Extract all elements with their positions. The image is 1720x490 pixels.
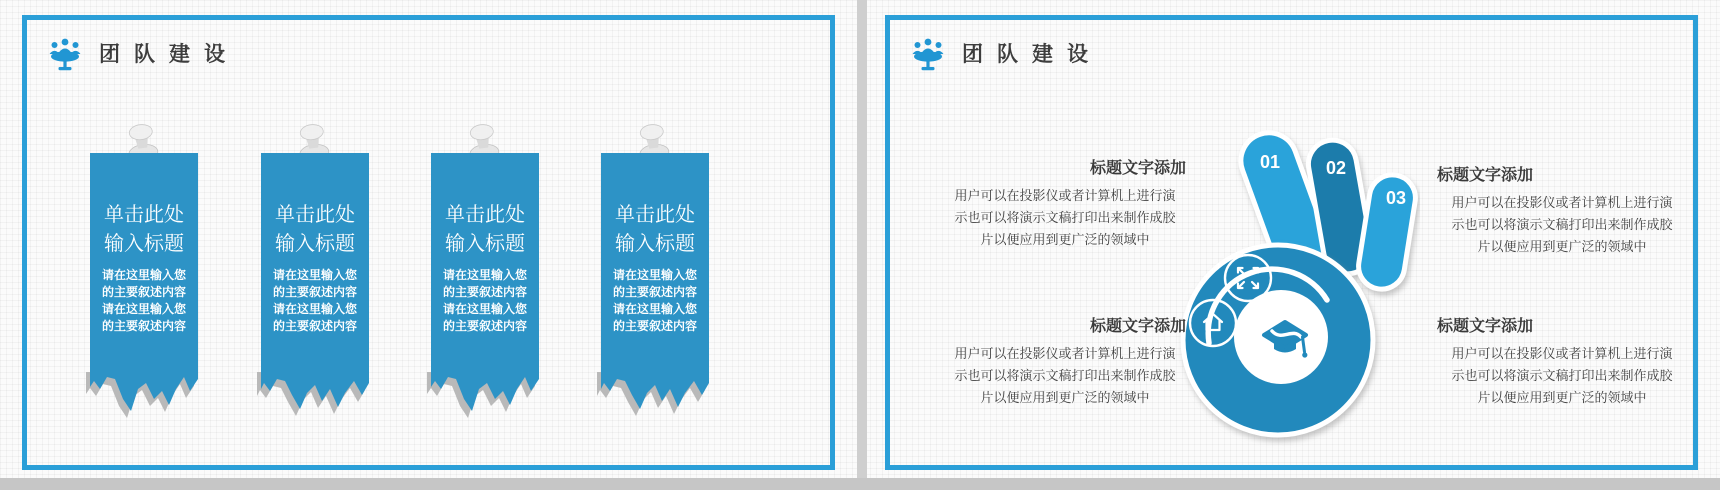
- card-title: 单击此处 输入标题: [104, 204, 184, 255]
- note-card-body: [90, 153, 198, 365]
- card-title: 单击此处 输入标题: [615, 204, 695, 255]
- torn-paper-edge: [595, 365, 715, 423]
- card-text: 请在这里输入您 的主要叙述内容 请在这里输入您 的主要叙述内容: [272, 268, 357, 333]
- text-block-bottom-right: 标题文字添加 用户可以在投影仪或者计算机上进行演 示也可以将演示文稿打印出来制作成胶 片以便应用到更广泛的领域中: [1435, 313, 1689, 409]
- torn-paper-edge: [425, 365, 545, 423]
- slide-right[interactable]: [885, 15, 1698, 470]
- block-title: 标题文字添加: [1089, 318, 1186, 335]
- bottom-gray-bar: [0, 478, 1720, 490]
- petal-number-1: 01: [1259, 152, 1281, 172]
- petal-number-2: 02: [1325, 158, 1347, 178]
- block-title: 标题文字添加: [1089, 160, 1186, 177]
- block-title: 标题文字添加: [1437, 167, 1534, 184]
- torn-paper-edge: [255, 365, 375, 423]
- note-card-4: [601, 153, 709, 365]
- note-card-1: [90, 153, 198, 365]
- slide-right-header: [910, 38, 1102, 72]
- note-card-3: [431, 153, 539, 365]
- note-card-body: [431, 153, 539, 365]
- block-title: 标题文字添加: [1437, 318, 1534, 335]
- meeting-table-icon: [910, 38, 946, 72]
- slide-right-title: 团队建设: [962, 43, 1102, 66]
- card-text: 请在这里输入您 的主要叙述内容 请在这里输入您 的主要叙述内容: [101, 268, 186, 333]
- slide-divider: [857, 0, 867, 490]
- card-text: 请在这里输入您 的主要叙述内容 请在这里输入您 的主要叙述内容: [442, 268, 527, 333]
- note-card-body: [261, 153, 369, 365]
- slide-left[interactable]: [22, 15, 835, 470]
- card-title: 单击此处 输入标题: [275, 204, 355, 255]
- meeting-table-icon: [47, 38, 83, 72]
- torn-paper-edge: [84, 365, 204, 423]
- text-block-bottom-left: 标题文字添加 用户可以在投影仪或者计算机上进行演 示也可以将演示文稿打印出来制作成胶 片以便应用到更广泛的领域中: [938, 313, 1192, 409]
- note-card-2: [261, 153, 369, 365]
- card-text: 请在这里输入您 的主要叙述内容 请在这里输入您 的主要叙述内容: [612, 268, 697, 333]
- card-title: 单击此处 输入标题: [445, 204, 525, 255]
- text-block-top-right: 标题文字添加 用户可以在投影仪或者计算机上进行演 示也可以将演示文稿打印出来制作成胶 片以便应用到更广泛的领域中: [1435, 162, 1689, 258]
- text-block-top-left: 标题文字添加 用户可以在投影仪或者计算机上进行演 示也可以将演示文稿打印出来制作成胶 片以便应用到更广泛的领域中: [938, 155, 1192, 251]
- note-card-body: [601, 153, 709, 365]
- petal-number-3: 03: [1385, 188, 1407, 208]
- slide-left-title: 团队建设: [99, 43, 239, 66]
- slide-left-header: [47, 38, 239, 72]
